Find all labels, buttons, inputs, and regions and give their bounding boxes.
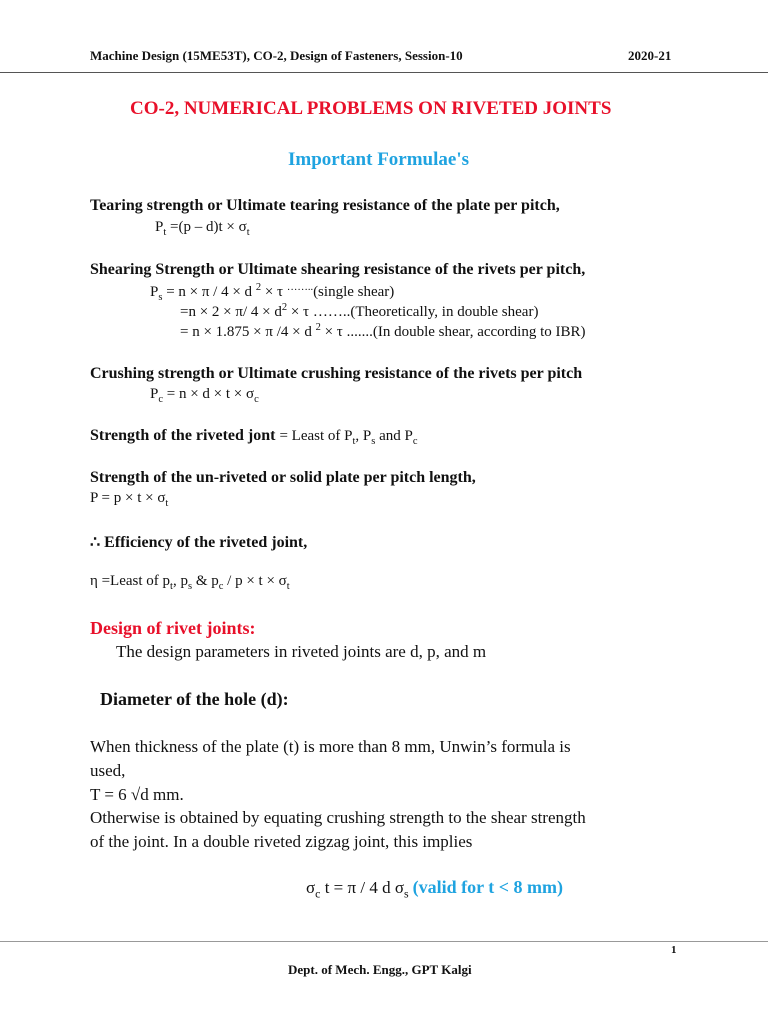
unwin-formula: T = 6 √d mm. xyxy=(90,785,184,804)
header-course-info: Machine Design (15ME53T), CO-2, Design of Fasteners, Session-10 xyxy=(90,48,463,63)
footer-rule xyxy=(0,941,768,942)
diameter-heading: Diameter of the hole (d): xyxy=(100,689,289,709)
final-equation-line xyxy=(306,877,563,901)
shearing-formula-double: =n × 2 × π/ $4 \times d^2 \times \tau$ ……..(Theoretically, in double shear) xyxy=(180,302,539,320)
shearing-formula-ibr: = n × 1.875 × π /4 × d $^2$ × τ .......(In double shear, according to IBR) xyxy=(180,322,586,340)
tearing-formula: $P_t =(p - d)t \times \sigma_t$ xyxy=(155,219,250,238)
crushing-formula: $P_c = n \times d \times t \times \sigma_c$ xyxy=(150,386,259,405)
crushing-heading: Crushing strength or Ultimate crushing resistance of the rivets per pitch xyxy=(90,365,583,382)
page-number: 1 xyxy=(671,944,677,956)
page-title: CO-2, NUMERICAL PROBLEMS ON RIVETED JOINTS xyxy=(130,98,612,119)
shearing-heading: Shearing Strength or Ultimate shearing resistance of the rivets per pitch, xyxy=(90,261,586,278)
efficiency-formula: η =Least of $p_t$, $p_s$ & $p_c / p \times t \times \sigma_t$ xyxy=(90,573,290,592)
shearing-formula-single: $P_s = n \times \pi / 4 \times d$ $^2$ × τ ……..(single shear) xyxy=(150,282,395,303)
joint-strength-label: Strength of the riveted jont xyxy=(90,427,276,444)
solid-plate-heading: Strength of the un-riveted or solid plate per pitch length, xyxy=(90,469,476,486)
design-heading: Design of rivet joints: xyxy=(90,618,256,638)
tearing-heading: Tearing strength or Ultimate tearing resistance of the plate per pitch, xyxy=(90,197,560,214)
design-text: The design parameters in riveted joints are d, p, and m xyxy=(116,642,487,661)
joint-strength-line: Strength of the riveted jont = Least of $P_t$, $P_s$ and $P_c$ xyxy=(90,427,418,447)
header-year: 2020-21 xyxy=(628,48,672,63)
footer-dept: Dept. of Mech. Engg., GPT Kalgi xyxy=(288,962,472,977)
final-equation-note: (valid for t < 8 mm) xyxy=(412,877,564,897)
diameter-para2-line2: of the joint. In a double riveted zigzag joint, this implies xyxy=(90,832,473,851)
diameter-para1-line2: used, xyxy=(90,761,126,780)
page-subtitle: Important Formulae's xyxy=(288,149,470,170)
final-equation: $\sigma_c$ t = π / 4 d $\sigma_s$ xyxy=(306,878,409,901)
diameter-para1-line1: When thickness of the plate (t) is more than 8 mm, Unwin’s formula is xyxy=(90,737,571,756)
header-rule xyxy=(0,72,768,73)
diameter-para2-line1: Otherwise is obtained by equating crushing strength to the shear strength xyxy=(90,808,586,827)
efficiency-heading: ∴ Efficiency of the riveted joint, xyxy=(90,534,308,551)
solid-plate-formula: $P = p \times t \times \sigma_t$ xyxy=(90,490,169,509)
